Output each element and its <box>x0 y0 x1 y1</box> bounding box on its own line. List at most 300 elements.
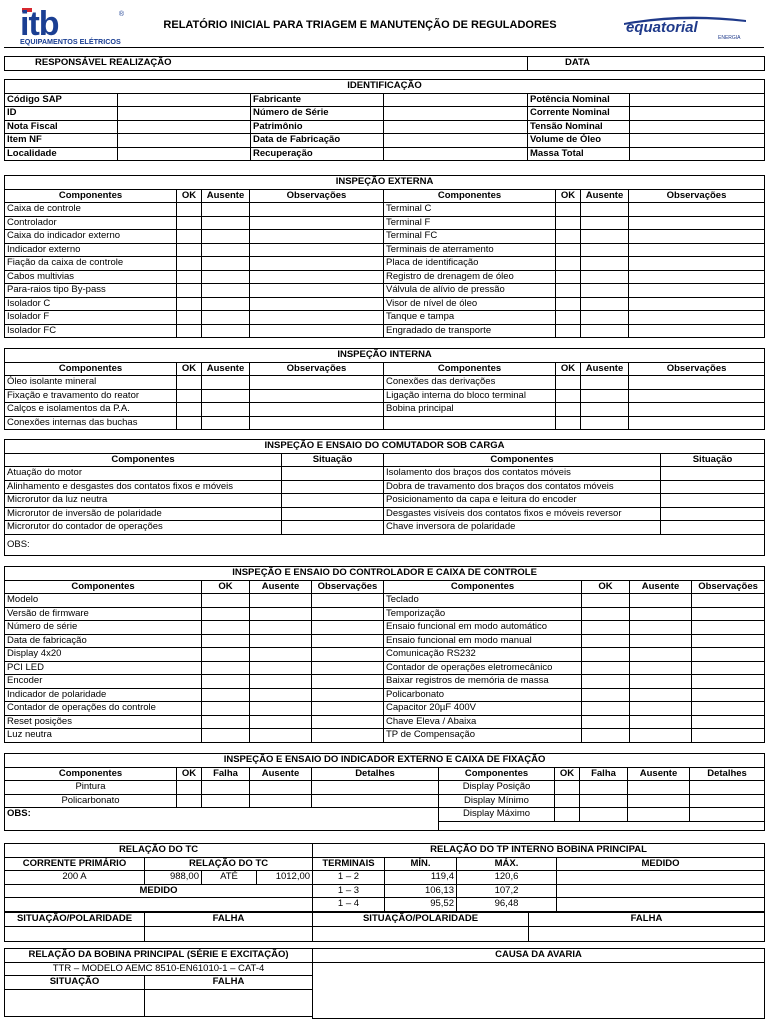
check-cell[interactable] <box>177 284 202 298</box>
check-cell[interactable] <box>282 467 384 481</box>
check-cell[interactable] <box>312 688 384 702</box>
check-cell[interactable] <box>661 494 765 508</box>
component-label: Caixa de controle <box>5 203 177 217</box>
check-cell[interactable] <box>202 621 250 635</box>
table-row <box>5 147 765 161</box>
component-label: Data de fabricação <box>5 634 202 648</box>
component-label: Microrutor do contador de operações <box>5 521 282 535</box>
check-cell[interactable] <box>630 702 692 716</box>
check-cell[interactable] <box>582 715 630 729</box>
check-cell[interactable] <box>250 675 312 689</box>
check-cell[interactable] <box>250 607 312 621</box>
check-cell[interactable] <box>556 243 581 257</box>
field-label: ID <box>5 107 118 121</box>
component-label: Display 4x20 <box>5 648 202 662</box>
check-cell[interactable] <box>250 230 384 244</box>
component-label: Alinhamento e desgastes dos contatos fixos e móveis <box>5 480 282 494</box>
check-cell[interactable] <box>555 808 580 822</box>
check-cell[interactable] <box>250 794 312 808</box>
check-cell[interactable] <box>629 324 765 338</box>
check-cell[interactable] <box>202 794 250 808</box>
table-row <box>5 594 765 608</box>
check-cell[interactable] <box>312 594 384 608</box>
check-cell[interactable] <box>177 794 202 808</box>
registered-mark: ® <box>118 11 124 18</box>
check-cell[interactable] <box>629 311 765 325</box>
check-cell[interactable] <box>581 324 629 338</box>
check-cell[interactable] <box>177 230 202 244</box>
check-cell[interactable] <box>250 715 312 729</box>
medido-value[interactable] <box>557 884 765 898</box>
header-rule <box>4 47 764 48</box>
check-cell[interactable] <box>581 216 629 230</box>
component-label: Visor de nível de óleo <box>384 297 556 311</box>
inspecao-interna-table <box>4 348 765 430</box>
check-cell[interactable] <box>556 284 581 298</box>
check-cell[interactable] <box>250 403 384 417</box>
identificacao-title: IDENTIFICAÇÃO <box>5 80 765 94</box>
check-cell[interactable] <box>250 284 384 298</box>
check-cell[interactable] <box>555 794 580 808</box>
check-cell[interactable] <box>629 230 765 244</box>
check-cell[interactable] <box>202 243 250 257</box>
check-cell[interactable] <box>556 376 581 390</box>
check-cell[interactable] <box>202 675 250 689</box>
check-cell[interactable] <box>202 230 250 244</box>
check-cell[interactable] <box>202 688 250 702</box>
check-cell[interactable] <box>202 729 250 743</box>
check-cell[interactable] <box>556 216 581 230</box>
col-header: OK <box>582 580 630 594</box>
check-cell[interactable] <box>177 389 202 403</box>
check-cell[interactable] <box>282 521 384 535</box>
check-cell[interactable] <box>630 688 692 702</box>
check-cell[interactable] <box>250 661 312 675</box>
check-cell[interactable] <box>628 794 690 808</box>
col-header: Observações <box>250 362 384 376</box>
check-cell[interactable] <box>581 403 629 417</box>
check-cell[interactable] <box>202 311 250 325</box>
check-cell[interactable] <box>692 594 765 608</box>
component-label: Modelo <box>5 594 202 608</box>
col-header: OK <box>177 362 202 376</box>
situacao-value[interactable] <box>5 926 145 941</box>
relacao-max-value: 1012,00 <box>257 871 313 885</box>
falha-label: FALHA <box>145 976 313 990</box>
check-cell[interactable] <box>661 521 765 535</box>
field-value[interactable] <box>118 120 251 134</box>
falha-value[interactable] <box>529 926 765 941</box>
check-cell[interactable] <box>202 634 250 648</box>
check-cell[interactable] <box>582 607 630 621</box>
field-value[interactable] <box>384 93 528 107</box>
check-cell[interactable] <box>177 243 202 257</box>
check-cell[interactable] <box>202 648 250 662</box>
check-cell[interactable] <box>202 284 250 298</box>
check-cell[interactable] <box>282 494 384 508</box>
check-cell[interactable] <box>250 243 384 257</box>
check-cell[interactable] <box>556 257 581 271</box>
col-header: OK <box>556 189 581 203</box>
component-label: Isolador C <box>5 297 177 311</box>
check-cell[interactable] <box>692 688 765 702</box>
check-cell[interactable] <box>582 648 630 662</box>
field-value[interactable] <box>118 147 251 161</box>
check-cell[interactable] <box>582 729 630 743</box>
table-row <box>313 884 765 898</box>
check-cell[interactable] <box>202 702 250 716</box>
check-cell[interactable] <box>312 781 439 795</box>
situacao-label: SITUAÇÃO <box>5 976 145 990</box>
field-value[interactable] <box>118 107 251 121</box>
check-cell[interactable] <box>177 376 202 390</box>
causa-table <box>312 948 765 1019</box>
check-cell[interactable] <box>692 675 765 689</box>
component-label: PCI LED <box>5 661 202 675</box>
check-cell[interactable] <box>556 324 581 338</box>
check-cell[interactable] <box>202 376 250 390</box>
inspecao-externa-body <box>5 203 765 338</box>
check-cell[interactable] <box>202 403 250 417</box>
check-cell[interactable] <box>661 507 765 521</box>
check-cell[interactable] <box>555 781 580 795</box>
check-cell[interactable] <box>250 688 312 702</box>
col-header: Observações <box>629 189 765 203</box>
comutador-title: INSPEÇÃO E ENSAIO DO COMUTADOR SOB CARGA <box>5 440 765 454</box>
field-value[interactable] <box>630 134 765 148</box>
max-value: 120,6 <box>457 871 557 885</box>
col-header: Ausente <box>202 362 250 376</box>
check-cell[interactable] <box>202 781 250 795</box>
check-cell[interactable] <box>692 607 765 621</box>
col-header: Ausente <box>630 580 692 594</box>
check-cell[interactable] <box>250 311 384 325</box>
check-cell[interactable] <box>630 621 692 635</box>
check-cell[interactable] <box>250 324 384 338</box>
bobina-falha-value[interactable] <box>145 989 313 1016</box>
check-cell[interactable] <box>630 607 692 621</box>
check-cell[interactable] <box>690 781 765 795</box>
table-row <box>5 403 765 417</box>
check-cell[interactable] <box>556 403 581 417</box>
inspecao-interna-body <box>5 376 765 430</box>
col-header: MEDIDO <box>557 857 765 871</box>
comutador-table <box>4 439 765 556</box>
check-cell[interactable] <box>202 203 250 217</box>
check-cell[interactable] <box>692 661 765 675</box>
tc-medido-label: MEDIDO <box>5 884 313 898</box>
col-header: Componentes <box>384 362 556 376</box>
check-cell[interactable] <box>250 203 384 217</box>
component-label: Policarbonato <box>384 688 582 702</box>
check-cell[interactable] <box>661 480 765 494</box>
check-cell[interactable] <box>250 594 312 608</box>
check-cell[interactable] <box>202 594 250 608</box>
check-cell[interactable] <box>312 675 384 689</box>
check-cell[interactable] <box>177 403 202 417</box>
check-cell[interactable] <box>177 416 202 430</box>
document-title: RELATÓRIO INICIAL PARA TRIAGEM E MANUTENÇÃO DE REGULADORES <box>163 19 557 31</box>
check-cell[interactable] <box>177 216 202 230</box>
check-cell[interactable] <box>581 297 629 311</box>
component-label: Atuação do motor <box>5 467 282 481</box>
check-cell[interactable] <box>580 794 628 808</box>
check-cell[interactable] <box>282 480 384 494</box>
check-cell[interactable] <box>628 808 690 822</box>
check-cell[interactable] <box>582 594 630 608</box>
equatorial-logo <box>622 14 748 40</box>
check-cell[interactable] <box>250 781 312 795</box>
field-value[interactable] <box>384 147 528 161</box>
field-label: Nota Fiscal <box>5 120 118 134</box>
check-cell[interactable] <box>629 257 765 271</box>
component-label: Comunicação RS232 <box>384 648 582 662</box>
check-cell[interactable] <box>250 257 384 271</box>
check-cell[interactable] <box>582 688 630 702</box>
check-cell[interactable] <box>312 794 439 808</box>
component-label: Capacitor 20µF 400V <box>384 702 582 716</box>
terminal-value: 1 – 4 <box>313 898 385 912</box>
table-row <box>5 297 765 311</box>
check-cell[interactable] <box>690 808 765 822</box>
check-cell[interactable] <box>629 270 765 284</box>
check-cell[interactable] <box>581 416 629 430</box>
component-label: Isolador FC <box>5 324 177 338</box>
col-header: MÁX. <box>457 857 557 871</box>
component-label: Engradado de transporte <box>384 324 556 338</box>
check-cell[interactable] <box>629 389 765 403</box>
col-header: Ausente <box>628 767 690 781</box>
col-header: Observações <box>250 189 384 203</box>
check-cell[interactable] <box>312 648 384 662</box>
check-cell[interactable] <box>630 675 692 689</box>
tc-medido-value[interactable] <box>5 898 313 912</box>
indicador-obs-extra[interactable] <box>439 821 765 830</box>
check-cell[interactable] <box>692 648 765 662</box>
table-row <box>5 324 765 338</box>
check-cell[interactable] <box>692 715 765 729</box>
relacao-tp-table <box>312 843 765 912</box>
min-value: 119,4 <box>385 871 457 885</box>
check-cell[interactable] <box>629 297 765 311</box>
check-cell[interactable] <box>661 467 765 481</box>
component-label: Pintura <box>5 781 177 795</box>
check-cell[interactable] <box>629 416 765 430</box>
check-cell[interactable] <box>202 324 250 338</box>
check-cell[interactable] <box>312 702 384 716</box>
table-row <box>5 203 765 217</box>
table-row <box>5 729 765 743</box>
component-label: Óleo isolante mineral <box>5 376 177 390</box>
check-cell[interactable] <box>580 781 628 795</box>
col-header: Detalhes <box>312 767 439 781</box>
falha-value[interactable] <box>145 926 313 941</box>
check-cell[interactable] <box>556 297 581 311</box>
check-cell[interactable] <box>556 270 581 284</box>
field-value[interactable] <box>630 147 765 161</box>
check-cell[interactable] <box>630 648 692 662</box>
check-cell[interactable] <box>312 661 384 675</box>
check-cell[interactable] <box>580 808 628 822</box>
itb-wordmark: itb <box>20 8 59 43</box>
component-label: Luz neutra <box>5 729 202 743</box>
field-label: Volume de Óleo <box>528 134 630 148</box>
check-cell[interactable] <box>582 675 630 689</box>
check-cell[interactable] <box>629 403 765 417</box>
check-cell[interactable] <box>630 715 692 729</box>
check-cell[interactable] <box>250 648 312 662</box>
check-cell[interactable] <box>556 311 581 325</box>
component-label: Terminal F <box>384 216 556 230</box>
check-cell[interactable] <box>250 621 312 635</box>
check-cell[interactable] <box>177 203 202 217</box>
indicador-obs[interactable]: OBS: <box>5 808 439 831</box>
check-cell[interactable] <box>692 621 765 635</box>
check-cell[interactable] <box>250 270 384 284</box>
check-cell[interactable] <box>629 284 765 298</box>
component-label: Contador de operações eletromecânico <box>384 661 582 675</box>
check-cell[interactable] <box>250 416 384 430</box>
field-value[interactable] <box>630 93 765 107</box>
check-cell[interactable] <box>202 661 250 675</box>
check-cell[interactable] <box>202 389 250 403</box>
check-cell[interactable] <box>282 507 384 521</box>
field-value[interactable] <box>118 134 251 148</box>
field-value[interactable] <box>630 107 765 121</box>
check-cell[interactable] <box>250 729 312 743</box>
check-cell[interactable] <box>250 216 384 230</box>
check-cell[interactable] <box>312 729 384 743</box>
check-cell[interactable] <box>250 389 384 403</box>
check-cell[interactable] <box>177 781 202 795</box>
check-cell[interactable] <box>250 702 312 716</box>
check-cell[interactable] <box>581 243 629 257</box>
check-cell[interactable] <box>556 203 581 217</box>
check-cell[interactable] <box>581 376 629 390</box>
check-cell[interactable] <box>582 702 630 716</box>
table-row <box>5 715 765 729</box>
check-cell[interactable] <box>629 203 765 217</box>
component-label: Bobina principal <box>384 403 556 417</box>
check-cell[interactable] <box>630 661 692 675</box>
check-cell[interactable] <box>582 621 630 635</box>
check-cell[interactable] <box>202 416 250 430</box>
check-cell[interactable] <box>581 257 629 271</box>
check-cell[interactable] <box>629 216 765 230</box>
col-header: OK <box>556 362 581 376</box>
col-header: MÍN. <box>385 857 457 871</box>
check-cell[interactable] <box>692 729 765 743</box>
check-cell[interactable] <box>582 634 630 648</box>
responsavel-label: RESPONSÁVEL REALIZAÇÃO <box>5 57 528 71</box>
table-row <box>5 634 765 648</box>
situacao-value[interactable] <box>313 926 529 941</box>
table-row <box>5 507 765 521</box>
field-value[interactable] <box>630 120 765 134</box>
check-cell[interactable] <box>581 203 629 217</box>
check-cell[interactable] <box>312 621 384 635</box>
field-value[interactable] <box>118 93 251 107</box>
check-cell[interactable] <box>202 270 250 284</box>
check-cell[interactable] <box>312 634 384 648</box>
table-row <box>5 107 765 121</box>
check-cell[interactable] <box>581 389 629 403</box>
check-cell[interactable] <box>202 257 250 271</box>
check-cell[interactable] <box>630 634 692 648</box>
check-cell[interactable] <box>177 311 202 325</box>
check-cell[interactable] <box>177 270 202 284</box>
check-cell[interactable] <box>630 729 692 743</box>
check-cell[interactable] <box>250 634 312 648</box>
situacao-polaridade-label: SITUAÇÃO/POLARIDADE <box>5 913 145 927</box>
check-cell[interactable] <box>582 661 630 675</box>
check-cell[interactable] <box>312 715 384 729</box>
field-label: Data de Fabricação <box>251 134 384 148</box>
check-cell[interactable] <box>250 297 384 311</box>
table-row <box>5 675 765 689</box>
check-cell[interactable] <box>692 702 765 716</box>
check-cell[interactable] <box>581 284 629 298</box>
field-value[interactable] <box>384 134 528 148</box>
check-cell[interactable] <box>556 389 581 403</box>
table-row <box>5 480 765 494</box>
component-label: Registro de drenagem de óleo <box>384 270 556 284</box>
bobina-situacao-value[interactable] <box>5 989 145 1016</box>
check-cell[interactable] <box>202 297 250 311</box>
comutador-obs[interactable]: OBS: <box>5 534 765 555</box>
inspecao-interna-title: INSPEÇÃO INTERNA <box>5 349 765 363</box>
check-cell[interactable] <box>629 376 765 390</box>
field-value[interactable] <box>384 107 528 121</box>
component-label: Temporização <box>384 607 582 621</box>
check-cell[interactable] <box>581 311 629 325</box>
causa-value[interactable] <box>313 962 765 1018</box>
field-label: Código SAP <box>5 93 118 107</box>
component-label: Posicionamento da capa e leitura do encoder <box>384 494 661 508</box>
medido-value[interactable] <box>557 898 765 912</box>
col-header: Componentes <box>384 453 661 467</box>
check-cell[interactable] <box>177 297 202 311</box>
check-cell[interactable] <box>692 634 765 648</box>
col-header: Falha <box>202 767 250 781</box>
check-cell[interactable] <box>629 243 765 257</box>
check-cell[interactable] <box>202 607 250 621</box>
col-header: Ausente <box>250 767 312 781</box>
col-header: OK <box>202 580 250 594</box>
max-value: 96,48 <box>457 898 557 912</box>
check-cell[interactable] <box>630 594 692 608</box>
check-cell[interactable] <box>177 324 202 338</box>
check-cell[interactable] <box>556 416 581 430</box>
check-cell[interactable] <box>628 781 690 795</box>
col-header: Observações <box>692 580 765 594</box>
check-cell[interactable] <box>202 216 250 230</box>
medido-value[interactable] <box>557 871 765 885</box>
check-cell[interactable] <box>312 607 384 621</box>
check-cell[interactable] <box>581 230 629 244</box>
table-row <box>5 376 765 390</box>
component-label: Conexões das derivações <box>384 376 556 390</box>
field-value[interactable] <box>384 120 528 134</box>
check-cell[interactable] <box>690 794 765 808</box>
check-cell[interactable] <box>250 376 384 390</box>
check-cell[interactable] <box>581 270 629 284</box>
component-label: Isolamento dos braços dos contatos móveis <box>384 467 661 481</box>
check-cell[interactable] <box>556 230 581 244</box>
check-cell[interactable] <box>202 715 250 729</box>
table-row <box>5 230 765 244</box>
check-cell[interactable] <box>177 257 202 271</box>
